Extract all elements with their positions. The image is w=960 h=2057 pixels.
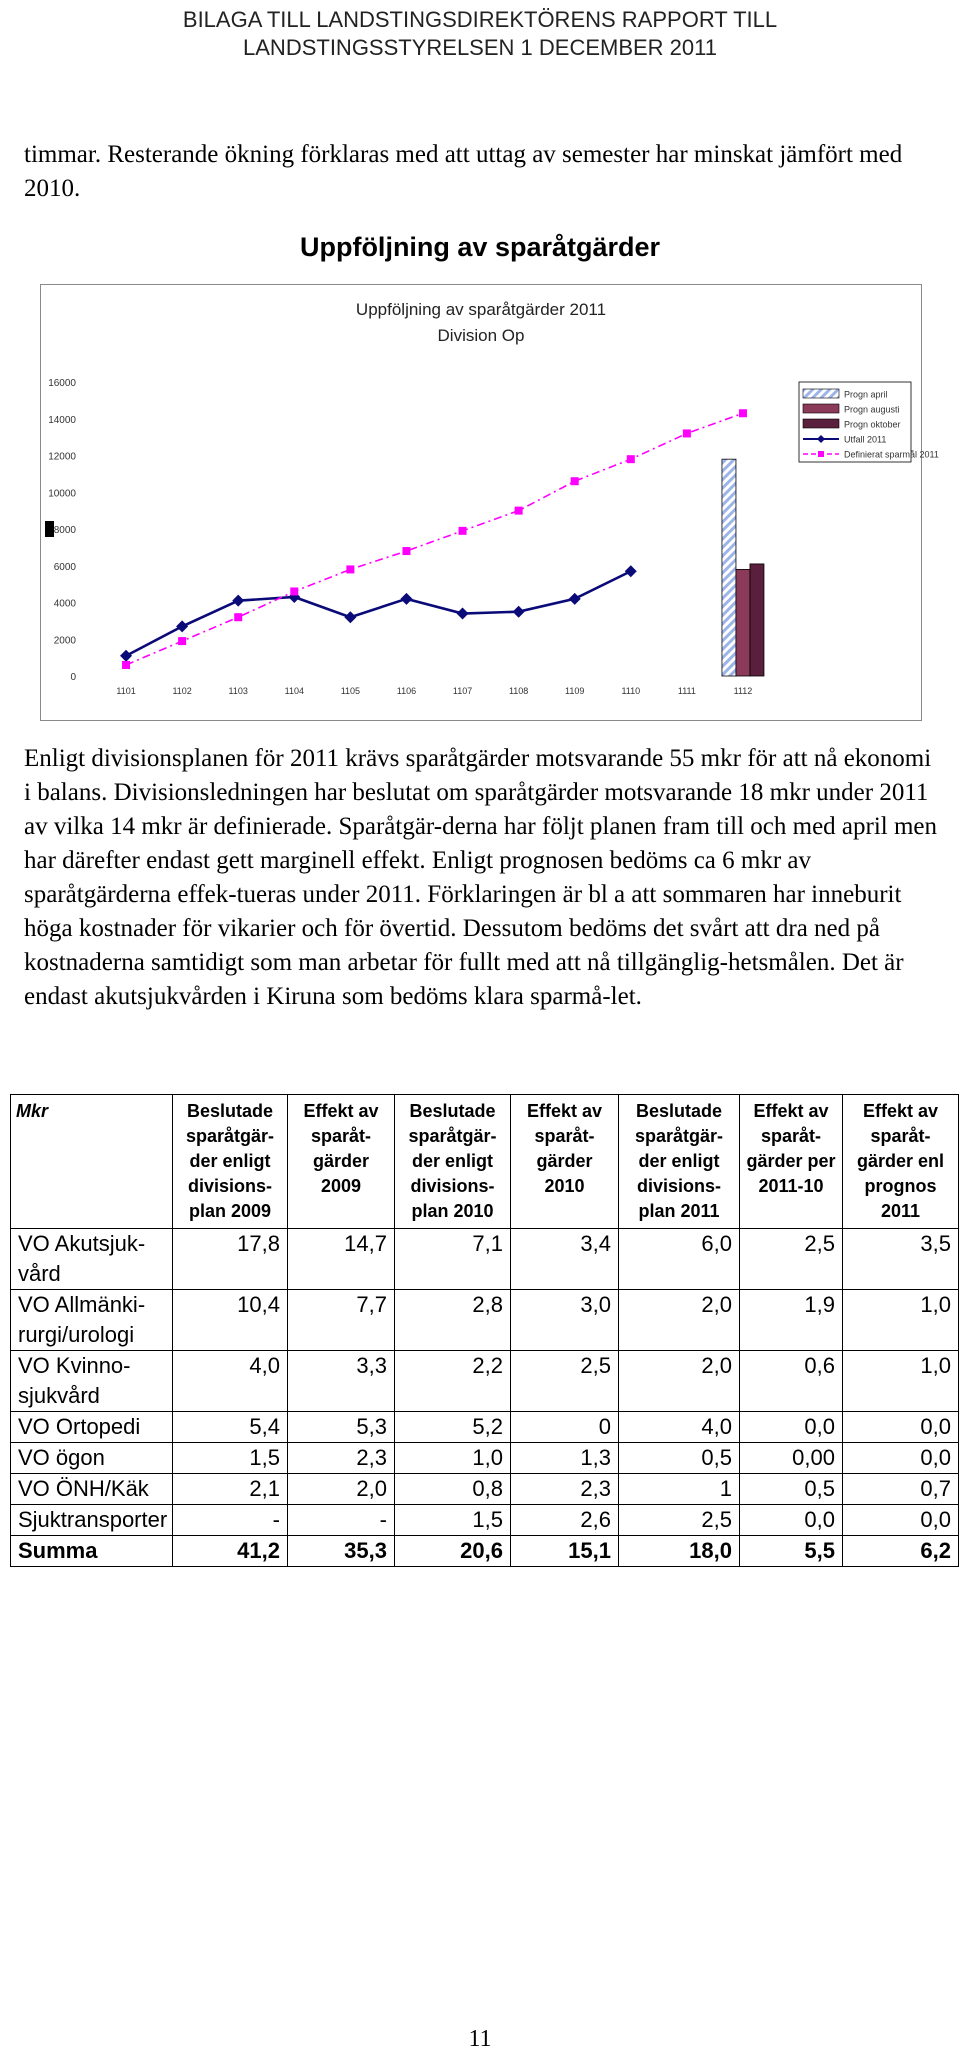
table-cell: - <box>173 1505 288 1536</box>
legend-swatch <box>803 404 839 413</box>
savings-table <box>10 1094 959 1567</box>
row-label: Sjuktransporter <box>11 1505 173 1536</box>
x-tick-label: 1112 <box>733 686 753 696</box>
header-col-2: Effekt av sparåt-gärder 2009 <box>288 1095 395 1229</box>
table-cell: 5,5 <box>740 1536 843 1567</box>
table-cell: 1,5 <box>173 1443 288 1474</box>
outcome-point <box>344 611 356 623</box>
table-cell: 3,0 <box>511 1290 619 1351</box>
chart-subtitle: Division Op <box>437 326 525 345</box>
y-tick-label: 0 <box>70 672 76 683</box>
table-cell: 1 <box>619 1474 740 1505</box>
table-cell: 18,0 <box>619 1536 740 1567</box>
table-cell: 14,7 <box>288 1229 395 1290</box>
target-point <box>346 565 354 573</box>
table-cell: 7,7 <box>288 1290 395 1351</box>
table-cell: 0,7 <box>843 1474 959 1505</box>
table-cell: 1,0 <box>395 1443 511 1474</box>
header-line-2: LANDSTINGSSTYRELSEN 1 DECEMBER 2011 <box>243 35 717 60</box>
table-cell: 2,0 <box>288 1474 395 1505</box>
table-cell: 4,0 <box>619 1412 740 1443</box>
table-row <box>11 1229 959 1290</box>
x-tick-label: 1102 <box>172 686 192 696</box>
table-cell: 2,5 <box>740 1229 843 1290</box>
table-cell: 20,6 <box>395 1536 511 1567</box>
target-point <box>234 613 242 621</box>
outcome-point <box>400 593 412 605</box>
table-cell: 2,5 <box>619 1505 740 1536</box>
header-mkr: Mkr <box>11 1095 173 1229</box>
table-row <box>11 1443 959 1474</box>
table-cell: 2,3 <box>288 1443 395 1474</box>
legend-label: Progn oktober <box>844 419 901 430</box>
table-row <box>11 1505 959 1536</box>
savings-chart <box>41 285 939 720</box>
row-label: VO ögon <box>11 1443 173 1474</box>
table-cell: 0,00 <box>740 1443 843 1474</box>
target-point <box>683 429 691 437</box>
table-cell: 0,0 <box>740 1412 843 1443</box>
y-tick-label: 2000 <box>53 635 76 647</box>
table-cell: 0,0 <box>843 1412 959 1443</box>
table-cell: 0,0 <box>843 1443 959 1474</box>
table-cell: 0,8 <box>395 1474 511 1505</box>
intro-paragraph: timmar. Resterande ökning förklaras med att uttag av semester har minskat jämfört med 2010. <box>24 141 903 202</box>
legend-label: Progn april <box>844 389 888 400</box>
y-tick-label: 8000 <box>53 525 76 536</box>
x-tick-label: 1101 <box>116 686 136 696</box>
legend-swatch <box>803 419 839 428</box>
outcome-line <box>126 571 631 656</box>
table-cell: 1,9 <box>740 1290 843 1351</box>
table-cell: 1,0 <box>843 1290 959 1351</box>
table-cell: 6,0 <box>619 1229 740 1290</box>
table-cell: 15,1 <box>511 1536 619 1567</box>
header-col-5: Beslutade sparåtgär-der enligt divisions-plan 2011 <box>619 1095 740 1229</box>
row-label: VO Akutsjuk-vård <box>11 1229 173 1290</box>
target-point <box>515 507 523 515</box>
target-point <box>290 587 298 595</box>
row-label: VO Ortopedi <box>11 1412 173 1443</box>
table-cell: 3,3 <box>288 1351 395 1412</box>
table-cell: 6,2 <box>843 1536 959 1567</box>
x-tick-label: 1108 <box>508 686 529 696</box>
row-label: VO Allmänki-rurgi/urologi <box>11 1290 173 1351</box>
header-line-1: BILAGA TILL LANDSTINGSDIREKTÖRENS RAPPORT TILL <box>182 7 778 32</box>
table-cell: 0,5 <box>619 1443 740 1474</box>
chart-frame <box>40 284 939 721</box>
table-cell: 2,5 <box>511 1351 619 1412</box>
table-header-row <box>11 1095 959 1229</box>
target-point <box>571 477 579 485</box>
body-paragraph: Enligt divisionsplanen för 2011 krävs sparåtgärder motsvarande 55 mkr för att nå ekonomi i balans. Divisionsledningen har beslutat om sparåtgärder motsvarande 18 mkr under 2011 av vilka 14 mkr är definierade. Sparåtgär-derna har följt planen fram till och med april men har därefter endast gett marginell effekt. Enligt prognosen bedöms ca 6 mkr av sparåtgärderna effek-tueras under 2011. Förklaringen är bl a att sommaren har inneburit höga kostnader för vikarier och för övertid. Dessutom bedöms det svårt att dra ned på kostnaderna samtidigt som man arbetar för fullt med att nå tillgänglig-hetsmålen. Det är endast akutsjukvården i Kiruna som bedöms klara sparmå-let. <box>24 745 938 1010</box>
legend-marker <box>818 451 824 457</box>
outcome-point <box>176 620 188 632</box>
table-cell: 5,3 <box>288 1412 395 1443</box>
row-label: VO Kvinno-sjukvård <box>11 1351 173 1412</box>
table-cell: 1,0 <box>843 1351 959 1412</box>
outcome-point <box>457 608 469 620</box>
table-cell: 10,4 <box>173 1290 288 1351</box>
table-row <box>11 1412 959 1443</box>
table-cell: 5,2 <box>395 1412 511 1443</box>
table-cell: 0,6 <box>740 1351 843 1412</box>
table-cell: - <box>288 1505 395 1536</box>
bar-progn-april <box>722 459 736 676</box>
y-tick-label: 4000 <box>53 598 76 610</box>
target-line <box>126 413 743 665</box>
table-cell: 35,3 <box>288 1536 395 1567</box>
legend-label: Utfall 2011 <box>844 434 887 445</box>
table-row <box>11 1290 959 1351</box>
table-cell: 0,0 <box>740 1505 843 1536</box>
table-cell: 7,1 <box>395 1229 511 1290</box>
y-tick-label: 14000 <box>48 414 76 426</box>
target-point <box>459 527 467 535</box>
x-tick-label: 1106 <box>396 686 417 696</box>
legend-swatch <box>803 389 839 398</box>
table-cell: 4,0 <box>173 1351 288 1412</box>
table-cell: 1,3 <box>511 1443 619 1474</box>
table-cell: 0,5 <box>740 1474 843 1505</box>
outcome-point <box>120 650 132 662</box>
row-label: Summa <box>11 1536 173 1567</box>
outcome-point <box>513 606 525 618</box>
table-cell: 2,8 <box>395 1290 511 1351</box>
header-col-6: Effekt av sparåt-gärder per 2011-10 <box>740 1095 843 1229</box>
x-tick-label: 1103 <box>228 686 248 696</box>
header-col-3: Beslutade sparåtgär-der enligt divisions-plan 2010 <box>395 1095 511 1229</box>
y-tick-label: 12000 <box>48 451 76 463</box>
table-cell: 2,2 <box>395 1351 511 1412</box>
legend-label: Definierat sparmål 2011 <box>844 449 939 460</box>
report-header <box>0 6 960 62</box>
y-tick-label: 16000 <box>48 378 76 389</box>
bar-progn-oktober <box>750 564 764 676</box>
y-tick-label: 10000 <box>48 488 76 500</box>
section-title: Uppföljning av sparåtgärder <box>299 232 661 262</box>
header-col-1: Beslutade sparåtgär-der enligt divisions-plan 2009 <box>173 1095 288 1229</box>
table-cell: 1,5 <box>395 1505 511 1536</box>
y-tick-label: 6000 <box>53 561 76 573</box>
target-point <box>627 455 635 463</box>
header-col-7: Effekt av sparåt-gärder enl prognos 2011 <box>843 1095 959 1229</box>
table-cell: 0 <box>511 1412 619 1443</box>
row-label: VO ÖNH/Käk <box>11 1474 173 1505</box>
target-point <box>402 547 410 555</box>
outcome-point <box>232 595 244 607</box>
outcome-point <box>569 593 581 605</box>
x-tick-label: 1105 <box>340 686 361 696</box>
table-cell: 2,0 <box>619 1351 740 1412</box>
table-cell: 5,4 <box>173 1412 288 1443</box>
axis-marker <box>45 521 54 537</box>
x-tick-label: 1111 <box>677 686 696 696</box>
header-col-4: Effekt av sparåt-gärder 2010 <box>511 1095 619 1229</box>
legend-label: Progn augusti <box>844 404 900 415</box>
table-cell: 41,2 <box>173 1536 288 1567</box>
table-cell: 2,3 <box>511 1474 619 1505</box>
x-tick-label: 1110 <box>621 686 641 696</box>
table-row <box>11 1474 959 1505</box>
x-tick-label: 1109 <box>565 686 585 696</box>
chart-title: Uppföljning av sparåtgärder 2011 <box>355 300 607 319</box>
table-cell: 0,0 <box>843 1505 959 1536</box>
table-row <box>11 1351 959 1412</box>
page-number: 11 <box>468 2026 492 2052</box>
table-cell: 2,0 <box>619 1290 740 1351</box>
target-point <box>178 637 186 645</box>
table-cell: 3,4 <box>511 1229 619 1290</box>
target-point <box>739 409 747 417</box>
outcome-point <box>625 565 637 577</box>
bar-progn-augusti <box>736 569 750 676</box>
table-cell: 2,6 <box>511 1505 619 1536</box>
table-sum-row <box>11 1536 959 1567</box>
x-tick-label: 1104 <box>284 686 304 696</box>
target-point <box>122 661 130 669</box>
x-tick-label: 1107 <box>452 686 473 696</box>
table-cell: 17,8 <box>173 1229 288 1290</box>
table-cell: 2,1 <box>173 1474 288 1505</box>
table-cell: 3,5 <box>843 1229 959 1290</box>
